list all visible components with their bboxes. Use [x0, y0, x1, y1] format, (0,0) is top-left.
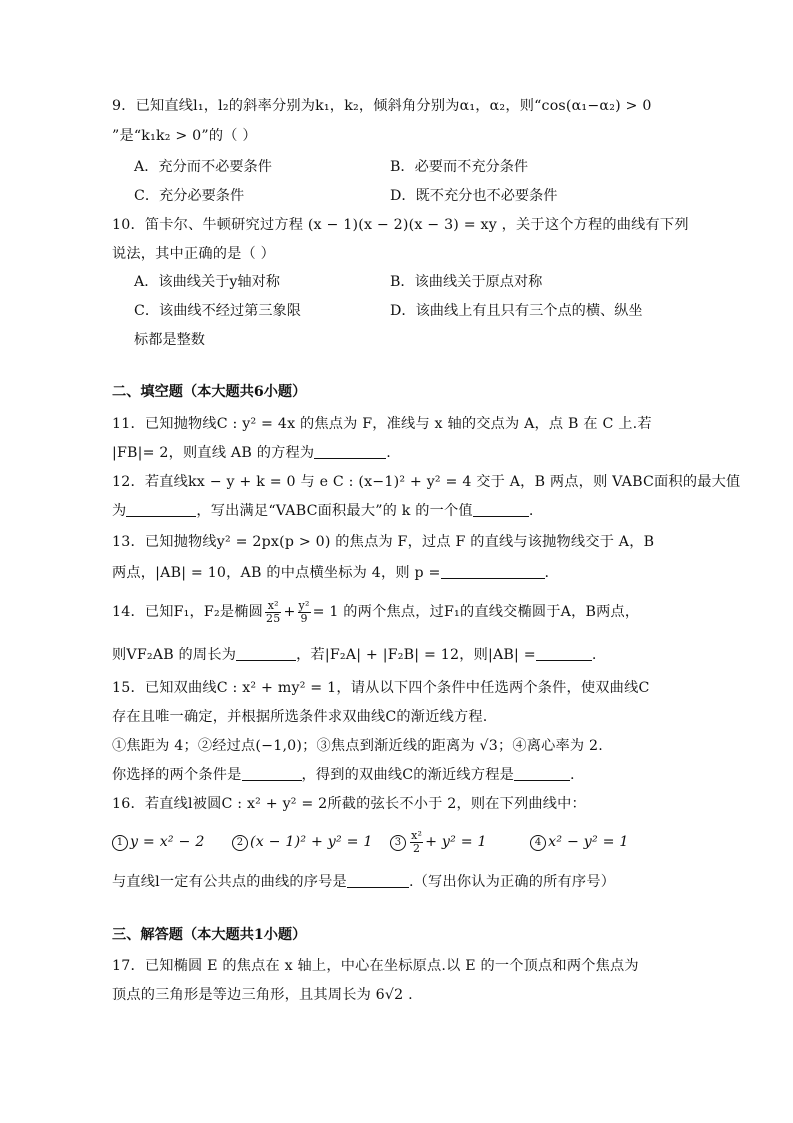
q11-answer-blank[interactable]	[314, 444, 386, 459]
q10-option-a: A．该曲线关于y轴对称	[134, 274, 280, 290]
q9-option-c: C．充分必要条件	[134, 188, 245, 204]
q16-curve-3-denominator: 2	[412, 841, 421, 855]
section-fill-in-title: 二、填空题（本大题共6小题）	[112, 384, 307, 400]
q15-stem-line4	[112, 765, 575, 785]
q9-option-a: A．充分而不必要条件	[134, 159, 272, 175]
q10-option-d-cont: 标都是整数	[134, 332, 205, 348]
q15-answer-blank-2[interactable]	[514, 766, 570, 781]
q12-text-b: ，写出满足“VABC面积最大”的 k 的一个值	[196, 503, 473, 519]
q14-frac1-denominator: 25	[266, 611, 281, 625]
q12-text-a: 为	[112, 503, 127, 519]
q14-frac1-numerator: x²	[265, 600, 281, 613]
q16-curve-3-fraction	[410, 830, 423, 855]
q15-stem-line2: 存在且唯一确定，并根据所选条件求双曲线C的渐近线方程.	[112, 709, 488, 725]
q10-stem-line1: 10．笛卡尔、牛顿研究过方程 (x − 1)(x − 2)(x − 3) = xy ，关于这个方程的曲线有下列	[112, 217, 689, 233]
q14-stem-line1	[112, 598, 639, 626]
q14-fraction-x	[265, 600, 281, 625]
q16-curve-2-marker: 2	[232, 835, 248, 851]
q9-stem-line2: ”是“k₁k₂ > 0”的（ ）	[112, 128, 257, 144]
q16-curve-list	[112, 828, 629, 856]
q15-period: .	[569, 767, 575, 783]
q10-option-d: D．该曲线上有且只有三个点的横、纵坐	[390, 303, 643, 319]
q9-option-b: B．必要而不充分条件	[390, 159, 529, 175]
q14-text-b: = 1 的两个焦点，过F₁的直线交椭圆于A，B两点，	[312, 604, 640, 620]
q9-stem-line1: 9．已知直线l₁，l₂的斜率分别为k₁，k₂，倾斜角分别为α₁，α₂，则“cos(α₁−α₂) > 0	[112, 98, 652, 114]
q13-stem-line2	[112, 563, 549, 583]
q12-period: .	[528, 503, 534, 519]
q15-text-b: ，得到的双曲线C的渐近线方程是	[301, 767, 514, 783]
q10-stem-line2: 说法，其中正确的是（ ）	[112, 246, 275, 262]
q13-answer-blank[interactable]	[441, 564, 545, 579]
q14-answer-blank-1[interactable]	[236, 646, 296, 661]
q13-period: .	[544, 565, 550, 581]
q16-stem-line3	[112, 872, 615, 892]
q16-curve-4: x² − y² = 1	[548, 834, 629, 850]
q14-text-c: 则VF₂AB 的周长为	[112, 647, 237, 663]
q15-answer-blank-1[interactable]	[242, 766, 302, 781]
q14-period: .	[591, 647, 597, 663]
q14-text-d: ，若|F₂A| + |F₂B| = 12，则|AB| =	[296, 647, 536, 663]
q16-curve-4-marker: 4	[530, 835, 546, 851]
q14-text-a: 14．已知F₁，F₂是椭圆	[112, 604, 264, 620]
q13-text: 两点，|AB| = 10，AB 的中点横坐标为 4，则 p =	[112, 565, 441, 581]
q16-stem-line1: 16．若直线l被圆C : x² + y² = 2所截的弦长不小于 2，则在下列曲线中：	[112, 796, 586, 812]
q14-stem-line2	[112, 645, 597, 665]
q15-text-a: 你选择的两个条件是	[112, 767, 242, 783]
q9-option-d: D．既不充分也不必要条件	[390, 188, 558, 204]
q12-answer-blank-2[interactable]	[473, 502, 529, 517]
q15-stem-line1: 15．已知双曲线C : x² + my² = 1，请从以下四个条件中任选两个条件，使双曲线C	[112, 680, 650, 696]
q14-frac2-numerator: y²	[298, 598, 310, 612]
q17-stem-line2: 顶点的三角形是等边三角形，且其周长为 6√2 .	[112, 987, 413, 1003]
q11-stem-line2	[112, 443, 391, 463]
q13-stem-line1: 13．已知抛物线y² = 2px(p > 0) 的焦点为 F，过点 F 的直线与该抛物线交于 A，B	[112, 534, 655, 550]
q11-period: .	[386, 445, 391, 461]
q12-stem-line1: 12．若直线kx − y + k = 0 与 e C : (x−1)² + y² = 4 交于 A，B 两点，则 VABC面积的最大值	[112, 474, 741, 490]
q11-text: |FB|= 2，则直线 AB 的方程为	[112, 445, 315, 461]
q17-stem-line1: 17．已知椭圆 E 的焦点在 x 轴上，中心在坐标原点.以 E 的一个顶点和两个焦点为	[112, 958, 639, 974]
q10-option-c: C．该曲线不经过第三象限	[134, 303, 301, 319]
q14-plus: +	[283, 604, 296, 620]
q16-curve-1-marker: 1	[112, 835, 128, 851]
q16-curve-3-numerator: x²	[411, 828, 423, 842]
q16-answer-blank[interactable]	[347, 873, 409, 888]
q16-curve-2: (x − 1)² + y² = 1	[249, 834, 373, 850]
q16-curve-3-marker: 3	[390, 835, 406, 851]
q12-stem-line2	[112, 501, 534, 521]
q14-frac2-denominator: 9	[300, 611, 308, 625]
q16-text-b: .（写出你认为正确的所有序号）	[408, 874, 616, 890]
q10-option-b: B．该曲线关于原点对称	[390, 274, 543, 290]
q16-text-a: 与直线l一定有公共点的曲线的序号是	[112, 874, 347, 890]
section-solution-title: 三、解答题（本大题共1小题）	[112, 927, 307, 943]
q14-answer-blank-2[interactable]	[536, 646, 592, 661]
q14-fraction-y	[298, 600, 311, 625]
q16-curve-1: y = x² − 2	[130, 834, 205, 850]
q11-stem-line1: 11．已知抛物线C : y² = 4x 的焦点为 F，准线与 x 轴的交点为 A，点 B 在 C 上.若	[112, 416, 652, 432]
q16-curve-3: + y² = 1	[425, 834, 487, 850]
q12-answer-blank-1[interactable]	[126, 502, 196, 517]
q15-conditions: ①焦距为 4；②经过点(−1,0)；③焦点到渐近线的距离为 √3；④离心率为 2.	[112, 738, 603, 754]
